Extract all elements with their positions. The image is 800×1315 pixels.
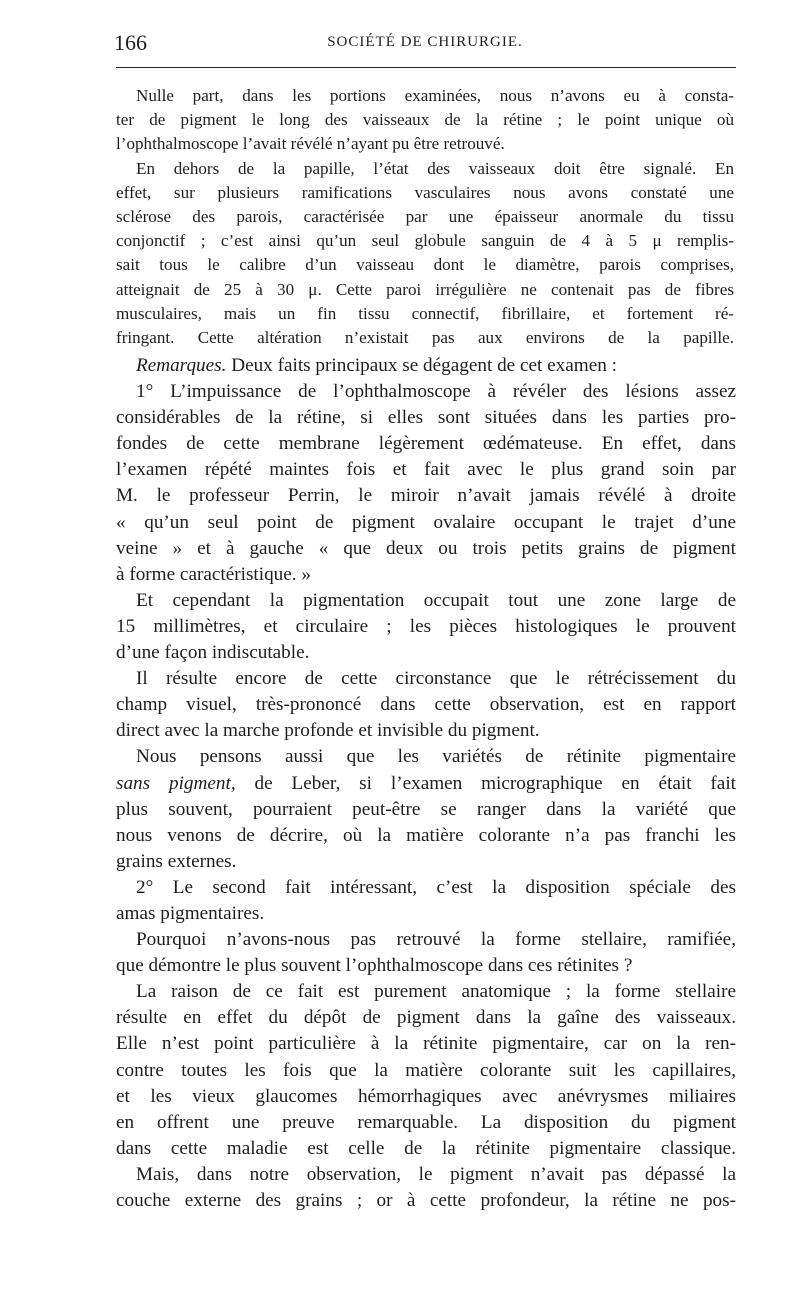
text-line: en offrent une preuve remarquable. La disposition du pigment [116,1111,736,1133]
text-line: résulte en effet du dépôt de pigment dans la gaîne des vaisseaux. [116,1007,736,1029]
text-line: nous venons de décrire, où la matière colorante n’a pas franchi les [116,824,736,846]
text-line: champ visuel, très-prononcé dans cette observation, est en rapport [116,694,736,716]
text-line: conjonctif ; c’est ainsi qu’un seul globule sanguin de 4 à 5 μ remplis- [116,231,734,251]
paragraph [116,157,734,351]
text-span: de Leber, si l’examen micrographique en était fait [235,772,736,794]
page-header [114,30,736,60]
paragraph [116,379,736,588]
remarques-heading: Remarques. [136,355,227,376]
paragraph [116,84,734,157]
text-line: Mais, dans notre observation, le pigment n’avait pas dépassé la [136,1163,736,1185]
emphasis: sans pigment, [116,772,236,794]
text-line: l’ophthalmoscope l’avait révélé n’ayant pu être retrouvé. [116,134,505,154]
header-rule [116,67,736,68]
small-text-block [116,84,734,350]
large-text-block [116,353,736,1214]
remarques-intro: Deux faits principaux se dégagent de cet examen : [231,355,617,376]
text-line: sclérose des parois, caractérisée par une épaisseur anormale du tissu [116,207,734,227]
paragraph [116,979,736,1162]
text-line: Pourquoi n’avons-nous pas retrouvé la forme stellaire, ramifiée, [136,929,736,951]
text-line: « qu’un seul point de pigment ovalaire occupant le trajet d’une [116,511,736,533]
paragraph [116,927,736,979]
text-line: contre toutes les fois que la matière colorante suit les capillaires, [116,1059,736,1081]
text-line: amas pigmentaires. [116,902,265,924]
text-line: à forme caractéristique. » [116,563,311,585]
text-line: considérables de la rétine, si elles sont situées dans les parties pro- [116,407,736,429]
text-line: l’examen répété maintes fois et fait avec le plus grand soin par [116,459,736,481]
page-number: 166 [114,30,147,55]
text-line: d’une façon indiscutable. [116,642,310,664]
text-line: La raison de ce fait est purement anatomique ; la forme stellaire [136,981,736,1003]
paragraph [116,588,736,666]
text-line: et les vieux glaucomes hémorrhagiques avec anévrysmes miliaires [116,1085,736,1107]
text-line: En dehors de la papille, l’état des vaisseaux doit être signalé. En [136,158,734,178]
text-line: M. le professeur Perrin, le miroir n’avait jamais révélé à droite [116,485,736,507]
text-line: 2° Le second fait intéressant, c’est la disposition spéciale des [136,876,736,898]
paragraph [116,666,736,744]
paragraph [116,875,736,927]
text-line: musculaires, mais un fin tissu connectif, fibrillaire, et fortement ré- [116,303,734,323]
text-line: grains externes. [116,850,237,872]
text-line: atteignait de 25 à 30 μ. Cette paroi irrégulière ne contenait pas de fibres [116,279,734,299]
text-line: fringant. Cette altération n’existait pas aux environs de la papille. [116,328,734,348]
text-line: fondes de cette membrane légèrement œdémateuse. En effet, dans [116,433,736,455]
text-line: dans cette maladie est celle de la rétinite pigmentaire classique. [116,1137,736,1159]
text-line: ter de pigment le long des vaisseaux de la rétine ; le point unique où [116,110,734,130]
text-line: Elle n’est point particulière à la rétinite pigmentaire, car on la ren- [116,1033,736,1055]
text-line: couche externe des grains ; or à cette profondeur, la rétine ne pos- [116,1190,736,1211]
text-line: 1° L’impuissance de l’ophthalmoscope à révéler des lésions assez [136,381,736,403]
paragraph [116,1162,736,1214]
text-line: direct avec la marche profonde et invisible du pigment. [116,720,540,742]
text-line: 15 millimètres, et circulaire ; les pièces histologiques le prouvent [116,615,736,637]
paragraph [116,744,736,874]
text-line: Nous pensons aussi que les variétés de rétinite pigmentaire [136,746,736,768]
running-head: SOCIÉTÉ DE CHIRURGIE. [327,34,523,50]
text-line: que démontre le plus souvent l’ophthalmoscope dans ces rétinites ? [116,955,633,977]
text-line: veine » et à gauche « que deux ou trois petits grains de pigment [116,537,736,559]
text-line: Et cependant la pigmentation occupait tout une zone large de [136,589,736,611]
text-line: Nulle part, dans les portions examinées, nous n’avons eu à consta- [136,86,734,105]
text-line: effet, sur plusieurs ramifications vasculaires nous avons constaté une [116,182,734,202]
text-line [116,353,736,379]
text-line: Il résulte encore de cette circonstance que le rétrécissement du [136,668,736,690]
paragraph-remarques [116,353,736,379]
text-line: plus souvent, pourraient peut-être se ranger dans la variété que [116,798,736,820]
text-line: sait tous le calibre d’un vaisseau dont le diamètre, parois comprises, [116,255,734,275]
text-line [116,771,736,797]
